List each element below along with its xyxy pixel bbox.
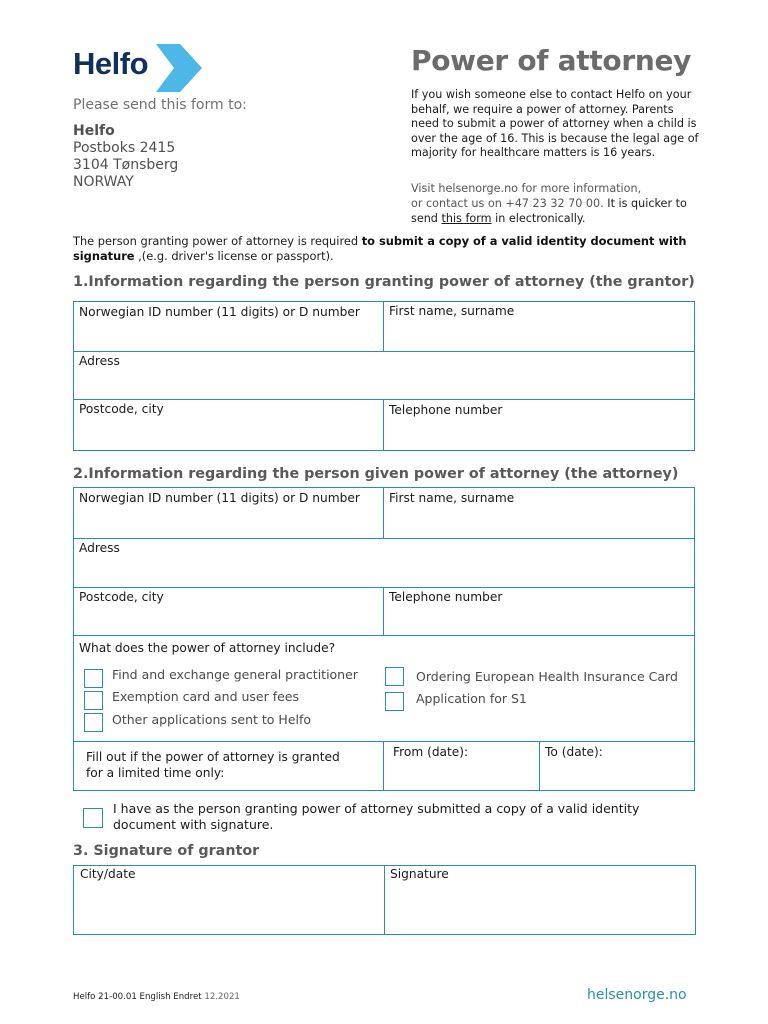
visit-electronically: in electronically. — [491, 211, 586, 225]
scope-label: What does the power of attorney include? — [79, 641, 336, 655]
section-3-number: 3. — [73, 843, 89, 859]
section-1-heading — [73, 274, 695, 290]
limited-time-label-1: Fill out if the power of attorney is granted — [86, 750, 340, 764]
identity-requirement-text — [73, 234, 693, 264]
grantor-address-field[interactable]: Adress — [79, 354, 120, 368]
visit-line-2: or contact us on +47 23 32 70 00. — [411, 196, 604, 210]
section-3-heading — [73, 843, 259, 859]
other-applications-checkbox[interactable] — [84, 713, 103, 732]
requirement-prefix: The person granting power of attorney is required — [73, 234, 362, 248]
visit-quicker: It is quicker to — [603, 196, 687, 210]
form-date: 12.2021 — [204, 992, 240, 1002]
confirmation-line-1: I have as the person granting power of attorney submitted a copy of a valid identity — [113, 801, 640, 816]
form-code-text: Helfo 21-00.01 English Endret — [73, 992, 202, 1002]
visit-send: send — [411, 211, 442, 225]
grantor-id-field[interactable]: Norwegian ID number (11 digits) or D number — [79, 305, 360, 319]
section-3-title: Signature of grantor — [93, 843, 260, 859]
s1-checkbox[interactable] — [385, 692, 404, 711]
section-2-heading — [73, 466, 678, 482]
identity-confirmation-checkbox[interactable] — [83, 808, 103, 828]
section-1-number: 1. — [73, 274, 89, 290]
section-2-number: 2. — [73, 466, 89, 482]
intro-text: If you wish someone else to contact Helfo on your behalf, we require a power of attorney. Parents need to submit a power of attorney when a child is over the age of 16. This is because the legal age of majority for healthcare matters is 16 years. — [411, 88, 699, 160]
exemption-option-label: Exemption card and user fees — [112, 689, 300, 704]
signature-field[interactable]: Signature — [390, 867, 449, 881]
limited-time-label-2: for a limited time only: — [86, 766, 225, 780]
other-applications-option-label: Other applications sent to Helfo — [112, 712, 312, 727]
confirmation-line-2: document with signature. — [113, 817, 274, 832]
ehic-option-label: Ordering European Health Insurance Card — [416, 669, 678, 684]
attorney-address-field[interactable]: Adress — [79, 541, 120, 555]
attorney-phone-field[interactable]: Telephone number — [389, 590, 503, 604]
gp-option-label: Find and exchange general practitioner — [112, 667, 358, 682]
city-date-field[interactable]: City/date — [80, 867, 136, 881]
requirement-bold: to submit a copy of a valid identity document with signature — [73, 234, 687, 263]
grantor-postcode-field[interactable]: Postcode, city — [79, 402, 164, 416]
requirement-suffix: ,(e.g. driver's license or passport). — [134, 249, 334, 263]
grantor-phone-field[interactable]: Telephone number — [389, 403, 503, 417]
this-form-link[interactable]: this form — [441, 211, 492, 225]
s1-option-label: Application for S1 — [416, 691, 527, 706]
address-line: NORWAY — [73, 174, 134, 190]
section-1-title: Information regarding the person granting power of attorney (the grantor) — [88, 274, 695, 290]
attorney-id-field[interactable]: Norwegian ID number (11 digits) or D number — [79, 491, 360, 505]
helsenorge-brand: helsenorge.no — [587, 987, 687, 1003]
exemption-checkbox[interactable] — [84, 691, 103, 710]
send-to-label: Please send this form to: — [73, 97, 247, 113]
attorney-postcode-field[interactable]: Postcode, city — [79, 590, 164, 604]
helfo-logo-text: Helfo — [73, 46, 148, 81]
address-name: Helfo — [73, 123, 115, 139]
grantor-name-field[interactable]: First name, surname — [389, 304, 515, 318]
helfo-chevron-icon — [154, 44, 202, 92]
visit-text — [411, 182, 711, 226]
ehic-checkbox[interactable] — [385, 667, 404, 686]
to-date-field[interactable]: To (date): — [545, 745, 603, 759]
address-line: 3104 Tønsberg — [73, 157, 179, 173]
page-title: Power of attorney — [411, 44, 692, 77]
attorney-name-field[interactable]: First name, surname — [389, 491, 515, 505]
section-2-title: Information regarding the person given power of attorney (the attorney) — [88, 466, 679, 482]
from-date-field[interactable]: From (date): — [393, 745, 469, 759]
visit-line-1: Visit helsenorge.no for more information, — [411, 182, 642, 195]
gp-checkbox[interactable] — [84, 669, 103, 688]
address-line: Postboks 2415 — [73, 140, 176, 156]
form-code — [73, 992, 240, 1002]
